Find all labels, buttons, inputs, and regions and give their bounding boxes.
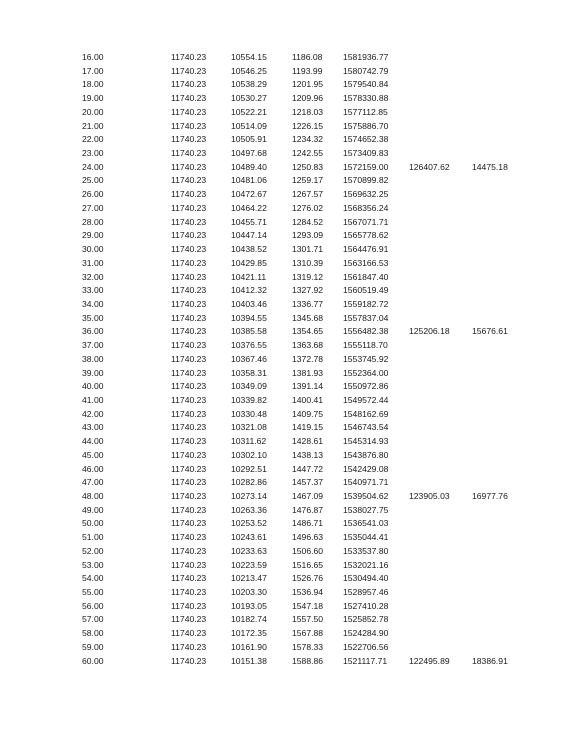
table-cell: 1556482.38: [343, 326, 389, 337]
table-cell: 56.00: [82, 600, 104, 611]
table-cell: 20.00: [82, 106, 104, 117]
table-cell: 11740.23: [171, 148, 207, 159]
table-cell: 10412.32: [231, 285, 267, 296]
table-cell: 1319.12: [292, 271, 324, 282]
table-cell: 34.00: [82, 298, 104, 309]
table-cell: 1218.03: [292, 106, 324, 117]
table-cell: 1567071.71: [343, 216, 389, 227]
table-cell: 10263.36: [231, 504, 267, 515]
table-cell: 31.00: [82, 257, 104, 268]
table-cell: 54.00: [82, 573, 104, 584]
table-cell: 11740.23: [171, 532, 207, 543]
table-cell: 35.00: [82, 312, 104, 323]
table-row: [0, 65, 580, 79]
table-row: [0, 627, 580, 641]
table-cell: 1516.65: [292, 559, 324, 570]
table-cell: 10321.08: [231, 422, 267, 433]
table-row: [0, 421, 580, 435]
table-row: [0, 572, 580, 586]
table-cell: 11740.23: [171, 161, 207, 172]
table-cell: 11740.23: [171, 559, 207, 570]
table-cell: 1486.71: [292, 518, 324, 529]
table-cell: 55.00: [82, 587, 104, 598]
table-cell: 39.00: [82, 367, 104, 378]
table-cell: 125206.18: [409, 326, 450, 337]
table-cell: 1579540.84: [343, 79, 389, 90]
table-cell: 1557.50: [292, 614, 324, 625]
table-cell: 1186.08: [292, 52, 323, 62]
table-cell: 11740.23: [171, 202, 207, 213]
table-cell: 1526.76: [292, 573, 324, 584]
table-cell: 10554.15: [231, 52, 267, 62]
table-cell: 1563166.53: [343, 257, 389, 268]
table-cell: 10522.21: [231, 106, 267, 117]
table-cell: 26.00: [82, 189, 104, 200]
table-cell: 10193.05: [231, 600, 267, 611]
table-cell: 29.00: [82, 230, 104, 241]
table-cell: 52.00: [82, 545, 104, 556]
table-cell: 49.00: [82, 504, 104, 515]
table-cell: 10339.82: [231, 394, 267, 405]
table-cell: 1542429.08: [343, 463, 389, 474]
table-cell: 36.00: [82, 326, 104, 337]
table-cell: 1522706.56: [343, 641, 389, 652]
table-row: [0, 435, 580, 449]
table-cell: 11740.23: [171, 573, 207, 584]
table-row: [0, 325, 580, 339]
table-cell: 41.00: [82, 394, 104, 405]
table-cell: 1569632.25: [343, 189, 389, 200]
table-row: [0, 284, 580, 298]
table-row: [0, 229, 580, 243]
table-cell: 10546.25: [231, 65, 267, 76]
table-cell: 27.00: [82, 202, 104, 213]
table-row: [0, 600, 580, 614]
table-cell: 1580742.79: [343, 65, 389, 76]
table-cell: 10505.91: [231, 134, 267, 145]
table-cell: 11740.23: [171, 600, 207, 611]
table-cell: 1372.78: [292, 353, 324, 364]
table-cell: 1536.94: [292, 587, 324, 598]
table-cell: 45.00: [82, 449, 104, 460]
table-row: [0, 312, 580, 326]
table-row: [0, 476, 580, 490]
table-cell: 11740.23: [171, 587, 207, 598]
table-cell: 33.00: [82, 285, 104, 296]
table-row: [0, 504, 580, 518]
table-row: [0, 161, 580, 175]
table-cell: 37.00: [82, 340, 104, 351]
table-cell: 11740.23: [171, 120, 207, 131]
table-cell: 1250.83: [292, 161, 324, 172]
table-cell: 122495.89: [409, 655, 450, 666]
table-cell: 30.00: [82, 244, 104, 255]
table-cell: 1226.15: [292, 120, 324, 131]
table-cell: 1570899.82: [343, 175, 389, 186]
table-cell: 10403.46: [231, 298, 267, 309]
table-cell: 1234.32: [292, 134, 324, 145]
table-cell: 1419.15: [292, 422, 324, 433]
table-cell: 1552364.00: [343, 367, 389, 378]
table-cell: 1559182.72: [343, 298, 389, 309]
table-row: [0, 202, 580, 216]
table-cell: 11740.23: [171, 641, 207, 652]
table-cell: 22.00: [82, 134, 104, 145]
table-cell: 1476.87: [292, 504, 324, 515]
table-cell: 1565778.62: [343, 230, 389, 241]
table-cell: 11740.23: [171, 230, 207, 241]
table-cell: 15676.61: [472, 326, 508, 337]
table-cell: 1209.96: [292, 93, 324, 104]
table-cell: 11740.23: [171, 504, 207, 515]
table-cell: 10302.10: [231, 449, 267, 460]
table-cell: 11740.23: [171, 285, 207, 296]
table-cell: 10455.71: [231, 216, 267, 227]
table-cell: 10497.68: [231, 148, 267, 159]
table-cell: 10151.38: [231, 655, 267, 666]
table-cell: 11740.23: [171, 628, 207, 639]
table-cell: 1573409.83: [343, 148, 389, 159]
table-cell: 1400.41: [292, 394, 324, 405]
table-cell: 53.00: [82, 559, 104, 570]
table-cell: 1560519.49: [343, 285, 389, 296]
table-cell: 18386.91: [472, 655, 508, 666]
table-cell: 1363.68: [292, 340, 324, 351]
table-cell: 1581936.77: [343, 52, 389, 62]
table-cell: 1457.37: [292, 477, 324, 488]
table-cell: 11740.23: [171, 422, 207, 433]
table-cell: 1276.02: [292, 202, 324, 213]
table-cell: 10447.14: [231, 230, 267, 241]
table-cell: 46.00: [82, 463, 104, 474]
table-cell: 59.00: [82, 641, 104, 652]
table-cell: 1568356.24: [343, 202, 389, 213]
table-cell: 1540971.71: [343, 477, 389, 488]
table-cell: 48.00: [82, 491, 104, 501]
table-cell: 47.00: [82, 477, 104, 488]
table-row: [0, 559, 580, 573]
table-cell: 10530.27: [231, 93, 267, 104]
table-cell: 11740.23: [171, 408, 207, 419]
table-cell: 1547.18: [292, 600, 324, 611]
table-cell: 32.00: [82, 271, 104, 282]
table-cell: 10243.61: [231, 532, 267, 543]
table-cell: 38.00: [82, 353, 104, 364]
table-cell: 1572159.00: [343, 161, 389, 172]
table-cell: 1259.17: [292, 175, 324, 186]
table-cell: 1548162.69: [343, 408, 389, 419]
table-cell: 11740.23: [171, 312, 207, 323]
table-cell: 10223.59: [231, 559, 267, 570]
table-cell: 1528957.46: [343, 587, 389, 598]
table-cell: 16977.76: [472, 491, 508, 501]
table-cell: 1538027.75: [343, 504, 389, 515]
table-cell: 10538.29: [231, 79, 267, 90]
table-cell: 1545314.93: [343, 436, 389, 447]
table-cell: 1530494.40: [343, 573, 389, 584]
table-row: [0, 120, 580, 134]
table-cell: 10292.51: [231, 463, 267, 474]
table-cell: 1301.71: [292, 244, 324, 255]
table-cell: 1310.39: [292, 257, 324, 268]
table-row: [0, 353, 580, 367]
table-cell: 11740.23: [171, 244, 207, 255]
table-cell: 10376.55: [231, 340, 267, 351]
table-cell: 11740.23: [171, 93, 207, 104]
table-cell: 44.00: [82, 436, 104, 447]
table-cell: 10311.62: [231, 436, 267, 447]
table-cell: 10472.67: [231, 189, 267, 200]
table-cell: 10182.74: [231, 614, 267, 625]
table-cell: 11740.23: [171, 545, 207, 556]
table-cell: 11740.23: [171, 491, 207, 501]
table-cell: 11740.23: [171, 655, 207, 666]
table-cell: 1567.88: [292, 628, 324, 639]
table-cell: 1535044.41: [343, 532, 389, 543]
table-cell: 10358.31: [231, 367, 267, 378]
table-cell: 1193.99: [292, 65, 323, 76]
table-cell: 10464.22: [231, 202, 267, 213]
table-cell: 10213.47: [231, 573, 267, 584]
table-row: [0, 147, 580, 161]
table-row: [0, 531, 580, 545]
table-cell: 11740.23: [171, 340, 207, 351]
table-cell: 28.00: [82, 216, 104, 227]
table-cell: 10429.85: [231, 257, 267, 268]
table-cell: 10273.14: [231, 491, 267, 501]
table-cell: 11740.23: [171, 614, 207, 625]
table-cell: 1527410.28: [343, 600, 389, 611]
table-cell: 1428.61: [292, 436, 324, 447]
table-cell: 1561847.40: [343, 271, 389, 282]
table-cell: 1536541.03: [343, 518, 389, 529]
table-cell: 11740.23: [171, 65, 207, 76]
table-cell: 11740.23: [171, 52, 207, 62]
table-cell: 1533537.80: [343, 545, 389, 556]
table-cell: 1345.68: [292, 312, 324, 323]
table-cell: 10421.11: [231, 271, 267, 282]
table-cell: 1575886.70: [343, 120, 389, 131]
table-cell: 10253.52: [231, 518, 267, 529]
table-cell: 1381.93: [292, 367, 324, 378]
table-cell: 1564476.91: [343, 244, 389, 255]
table-cell: 1546743.54: [343, 422, 389, 433]
table-cell: 10489.40: [231, 161, 267, 172]
table-cell: 11740.23: [171, 381, 207, 392]
table-row: [0, 216, 580, 230]
table-cell: 1550972.86: [343, 381, 389, 392]
table-row: [0, 545, 580, 559]
table-cell: 1284.52: [292, 216, 324, 227]
table-cell: 11740.23: [171, 271, 207, 282]
table-cell: 1267.57: [292, 189, 324, 200]
table-cell: 24.00: [82, 161, 104, 172]
table-cell: 60.00: [82, 655, 104, 666]
table-row: [0, 339, 580, 353]
table-cell: 1336.77: [292, 298, 324, 309]
table-cell: 123905.03: [409, 491, 450, 501]
table-cell: 1525852.78: [343, 614, 389, 625]
table-cell: 11740.23: [171, 394, 207, 405]
table-cell: 10438.52: [231, 244, 267, 255]
table-cell: 1409.75: [292, 408, 324, 419]
table-cell: 1496.63: [292, 532, 324, 543]
table-cell: 1578.33: [292, 641, 324, 652]
table-cell: 1543876.80: [343, 449, 389, 460]
table-cell: 10367.46: [231, 353, 267, 364]
table-cell: 58.00: [82, 628, 104, 639]
table-cell: 1553745.92: [343, 353, 389, 364]
table-cell: 16.00: [82, 52, 104, 62]
table-cell: 25.00: [82, 175, 104, 186]
table-cell: 1521117.71: [343, 655, 388, 666]
table-cell: 10481.06: [231, 175, 267, 186]
table-row: [0, 490, 580, 504]
table-cell: 1557837.04: [343, 312, 389, 323]
table-cell: 11740.23: [171, 477, 207, 488]
table-cell: 1354.65: [292, 326, 324, 337]
table-cell: 40.00: [82, 381, 104, 392]
table-cell: 10385.58: [231, 326, 267, 337]
table-cell: 10330.48: [231, 408, 267, 419]
table-cell: 1438.13: [292, 449, 324, 460]
table-cell: 11740.23: [171, 518, 207, 529]
table-cell: 1539504.62: [343, 491, 389, 501]
table-row: [0, 106, 580, 120]
table-cell: 10282.86: [231, 477, 267, 488]
table-row: [0, 243, 580, 257]
table-row: [0, 92, 580, 106]
table-cell: 57.00: [82, 614, 104, 625]
table-row: [0, 449, 580, 463]
table-row: [0, 394, 580, 408]
table-cell: 11740.23: [171, 106, 207, 117]
table-cell: 1549572.44: [343, 394, 389, 405]
table-cell: 10349.09: [231, 381, 267, 392]
table-cell: 1532021.16: [343, 559, 389, 570]
table-cell: 1577112.85: [343, 106, 388, 117]
table-cell: 1447.72: [292, 463, 324, 474]
table-cell: 126407.62: [409, 161, 450, 172]
table-cell: 1524284.90: [343, 628, 389, 639]
table-row: [0, 655, 580, 669]
table-row: [0, 257, 580, 271]
table-row: [0, 51, 580, 65]
table-row: [0, 613, 580, 627]
table-row: [0, 517, 580, 531]
table-row: [0, 298, 580, 312]
table-row: [0, 641, 580, 655]
table-cell: 10161.90: [231, 641, 267, 652]
table-cell: 10203.30: [231, 587, 267, 598]
table-cell: 1391.14: [292, 381, 324, 392]
table-row: [0, 188, 580, 202]
table-cell: 10514.09: [231, 120, 267, 131]
table-cell: 1242.55: [292, 148, 324, 159]
table-cell: 1293.09: [292, 230, 324, 241]
table-cell: 11740.23: [171, 326, 207, 337]
table-cell: 11740.23: [171, 436, 207, 447]
table-cell: 51.00: [82, 532, 104, 543]
table-cell: 50.00: [82, 518, 104, 529]
table-cell: 14475.18: [472, 161, 508, 172]
table-cell: 11740.23: [171, 298, 207, 309]
table-cell: 1578330.88: [343, 93, 389, 104]
table-cell: 11740.23: [171, 367, 207, 378]
table-row: [0, 271, 580, 285]
table-cell: 42.00: [82, 408, 104, 419]
table-row: [0, 78, 580, 92]
table-cell: 10172.35: [231, 628, 267, 639]
table-cell: 1588.86: [292, 655, 324, 666]
table-cell: 11740.23: [171, 353, 207, 364]
table-cell: 21.00: [82, 120, 104, 131]
table-row: [0, 586, 580, 600]
spreadsheet-table: [0, 51, 580, 668]
table-cell: 1201.95: [292, 79, 324, 90]
table-cell: 11740.23: [171, 189, 207, 200]
table-cell: 10233.63: [231, 545, 267, 556]
table-cell: 43.00: [82, 422, 104, 433]
table-cell: 18.00: [82, 79, 104, 90]
table-cell: 1327.92: [292, 285, 324, 296]
table-cell: 11740.23: [171, 79, 207, 90]
table-row: [0, 380, 580, 394]
table-cell: 23.00: [82, 148, 104, 159]
table-cell: 1574652.38: [343, 134, 389, 145]
table-row: [0, 408, 580, 422]
table-cell: 1506.60: [292, 545, 324, 556]
table-cell: 11740.23: [171, 134, 207, 145]
table-cell: 11740.23: [171, 463, 207, 474]
table-cell: 19.00: [82, 93, 104, 104]
table-row: [0, 174, 580, 188]
table-row: [0, 367, 580, 381]
table-cell: 11740.23: [171, 216, 207, 227]
table-cell: 10394.55: [231, 312, 267, 323]
table-row: [0, 463, 580, 477]
table-cell: 11740.23: [171, 175, 207, 186]
table-cell: 11740.23: [171, 449, 207, 460]
table-cell: 1467.09: [292, 491, 324, 501]
table-cell: 1555118.70: [343, 340, 388, 351]
table-cell: 17.00: [82, 65, 104, 76]
table-cell: 11740.23: [171, 257, 207, 268]
table-row: [0, 133, 580, 147]
